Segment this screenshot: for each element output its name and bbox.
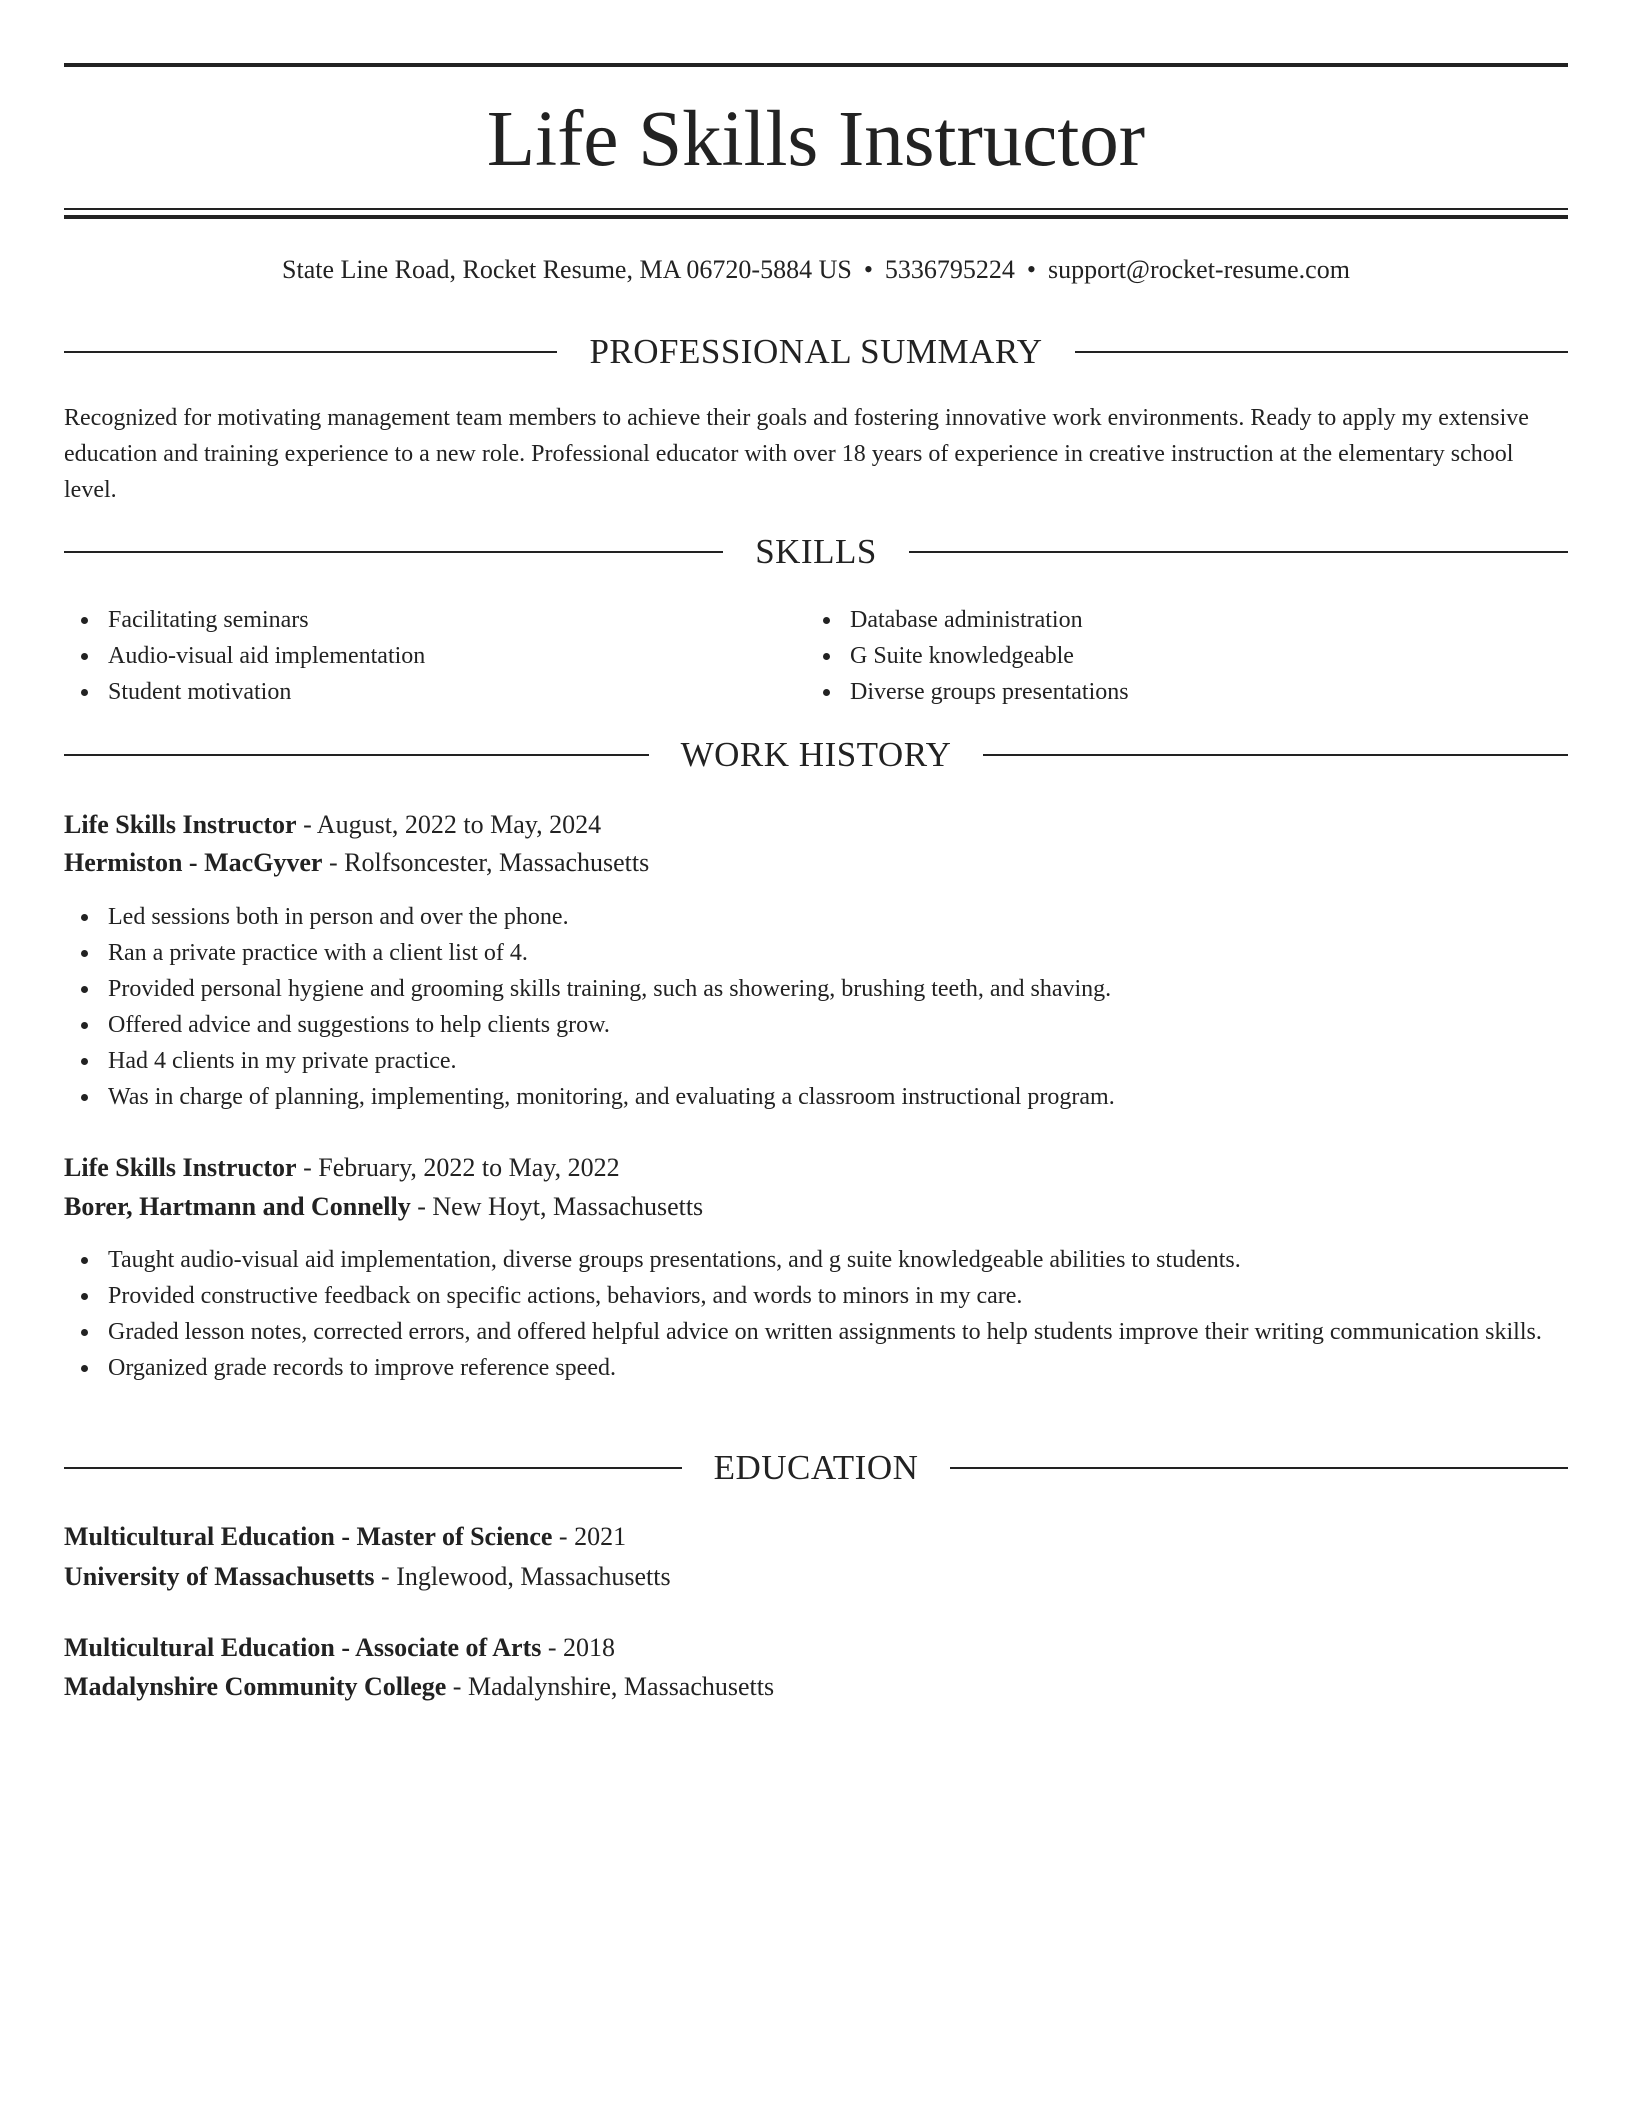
double-rule-thin [64,208,1568,210]
education-school: University of Massachusetts [64,1562,375,1591]
section-heading-work [64,733,1568,777]
section-heading-education [64,1446,1568,1490]
job-bullet: Led sessions both in person and over the phone. [64,899,1568,935]
contact-separator: • [1026,255,1037,284]
job-company-line [64,1188,1568,1226]
job-title: Life Skills Instructor [64,810,297,839]
job-bullet: Offered advice and suggestions to help clients grow. [64,1007,1568,1043]
heading-rule-right [983,754,1568,756]
section-title: WORK HISTORY [680,735,952,774]
job-company-line [64,844,1568,882]
heading-rule-left [64,351,557,353]
job-bullet: Ran a private practice with a client list of 4. [64,935,1568,971]
job-bullet: Taught audio-visual aid implementation, diverse groups presentations, and g suite knowledgeable abilities to students. [64,1242,1568,1278]
section-title: EDUCATION [713,1448,919,1487]
job-bullets [64,1242,1568,1386]
contact-line [64,252,1568,288]
skill-item: Audio-visual aid implementation [64,638,764,674]
job-bullet: Provided constructive feedback on specific actions, behaviors, and words to minors in my care. [64,1278,1568,1314]
education-degree: Multicultural Education - Associate of Arts [64,1633,542,1662]
skills-list-right [806,602,1506,710]
contact-email: support@rocket-resume.com [1048,255,1350,284]
job-title-line [64,1149,1568,1187]
job-dates: - February, 2022 to May, 2022 [296,1153,620,1182]
heading-rule-left [64,1467,682,1469]
heading-rule-right [950,1467,1568,1469]
education-degree: Multicultural Education - Master of Science [64,1522,553,1551]
education-degree-line [64,1629,1568,1667]
summary-text: Recognized for motivating management team members to achieve their goals and fostering innovative work environments. Ready to apply my extensive education and training experience to a new role. Professional educator with over 18 years of experience in creative instruction at the elementary school level. [64,405,1529,503]
top-rule [64,63,1568,67]
job-dates: - August, 2022 to May, 2024 [296,810,602,839]
education-location: - Madalynshire, Massachusetts [446,1672,775,1701]
job-bullet: Graded lesson notes, corrected errors, and offered helpful advice on written assignments to help students improve their writing communication skills. [64,1314,1568,1350]
job-title: Life Skills Instructor [64,1153,297,1182]
skill-item: G Suite knowledgeable [806,638,1506,674]
section-title: SKILLS [755,532,877,571]
heading-rule-right [1075,351,1568,353]
section-heading-skills [64,530,1568,574]
education-year: - 2021 [552,1522,627,1551]
contact-phone: 5336795224 [884,255,1015,284]
job-bullet: Provided personal hygiene and grooming skills training, such as showering, brushing teeth, and shaving. [64,971,1568,1007]
job-bullet: Organized grade records to improve reference speed. [64,1350,1568,1386]
education-degree-line [64,1518,1568,1556]
education-location: - Inglewood, Massachusetts [374,1562,671,1591]
heading-rule-right [909,551,1568,553]
contact-separator: • [863,255,873,284]
double-rule-thick [64,215,1568,219]
job-company: Borer, Hartmann and Connelly [64,1192,411,1221]
job-bullet: Was in charge of planning, implementing, monitoring, and evaluating a classroom instructional program. [64,1079,1568,1115]
job-location: - New Hoyt, Massachusetts [410,1192,704,1221]
contact-address: State Line Road, Rocket Resume, MA 06720-5884 US [282,255,852,284]
skill-item: Student motivation [64,674,764,710]
education-school-line [64,1558,1568,1596]
job-bullet: Had 4 clients in my private practice. [64,1043,1568,1079]
job-location: - Rolfsoncester, Massachusetts [322,848,650,877]
job-bullets [64,899,1568,1115]
heading-rule-left [64,551,723,553]
skills-list-left [64,602,764,710]
education-year: - 2018 [541,1633,616,1662]
skill-item: Database administration [806,602,1506,638]
job-company: Hermiston - MacGyver [64,848,323,877]
education-school: Madalynshire Community College [64,1672,447,1701]
candidate-name: Life Skills Instructor [486,96,1146,183]
section-title: PROFESSIONAL SUMMARY [589,332,1043,371]
section-heading-summary [64,330,1568,374]
job-title-line [64,806,1568,844]
skill-item: Diverse groups presentations [806,674,1506,710]
skill-item: Facilitating seminars [64,602,764,638]
heading-rule-left [64,754,649,756]
education-school-line [64,1668,1568,1706]
